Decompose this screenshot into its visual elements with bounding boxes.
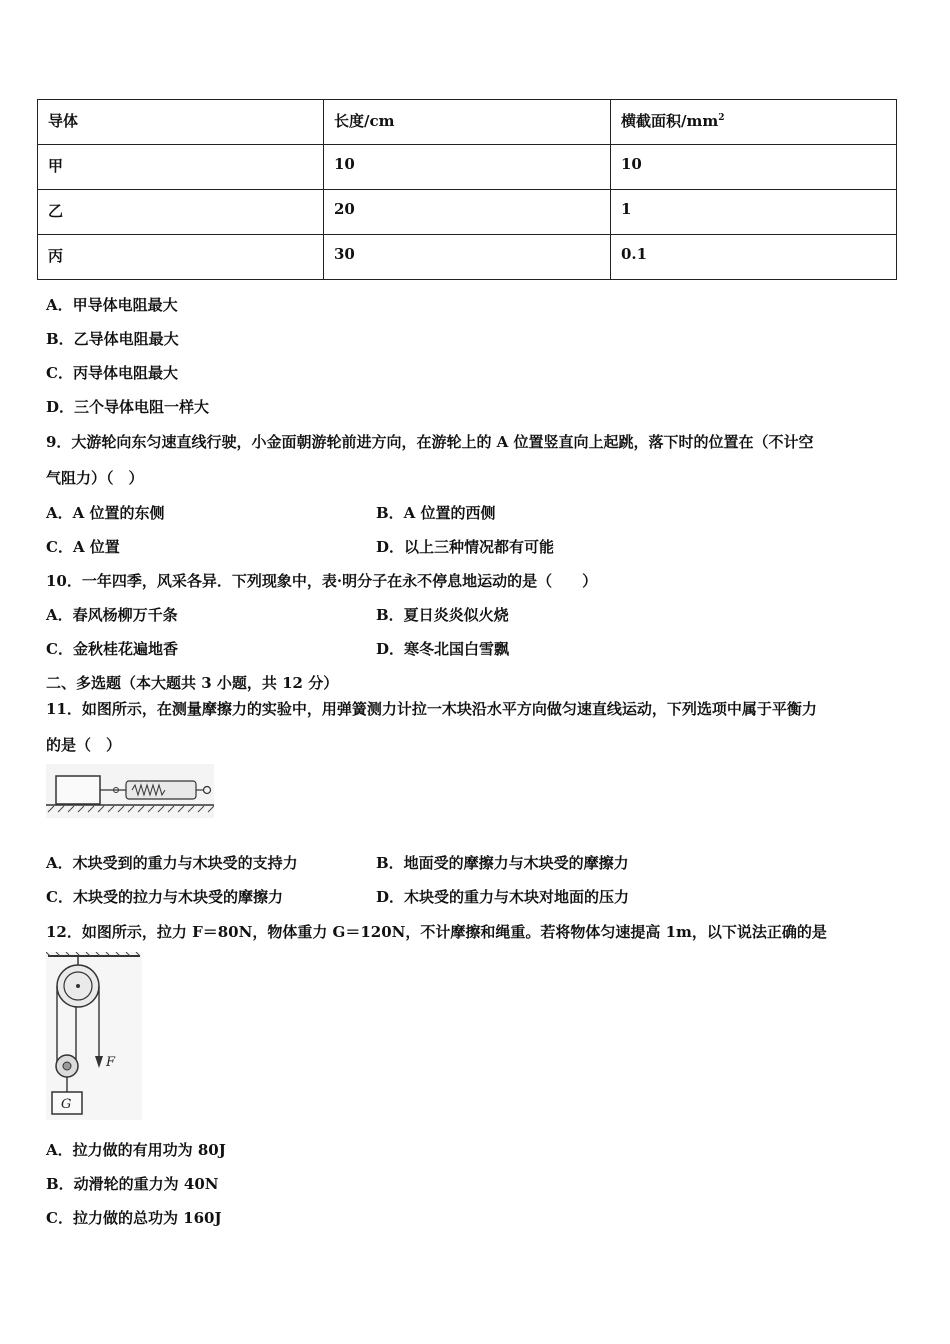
q11-option-a: A．木块受到的重力与木块受的支持力 xyxy=(46,854,298,872)
table-row xyxy=(38,235,897,280)
q8-option-b: B．乙导体电阻最大 xyxy=(46,330,179,348)
q11-stem-continued: 的是（ ） xyxy=(46,736,122,754)
q9-option-a: A．A 位置的东侧 xyxy=(46,504,165,522)
q10-option-b: B．夏日炎炎似火烧 xyxy=(376,606,509,624)
header-cell xyxy=(611,100,897,145)
table-cell: 10 xyxy=(324,145,611,190)
q8-option-a: A．甲导体电阻最大 xyxy=(46,296,178,314)
pulley-figure xyxy=(46,952,142,1120)
q9-option-d: D．以上三种情况都有可能 xyxy=(376,538,555,556)
q12-stem: 12．如图所示，拉力 F＝80N，物体重力 G＝120N，不计摩擦和绳重。若将物体匀速提高 1m，以下说法正确的是 xyxy=(46,923,827,941)
q12-option-b: B．动滑轮的重力为 40N xyxy=(46,1175,219,1193)
q8-option-d: D．三个导体电阻一样大 xyxy=(46,398,210,416)
q9-option-c: C．A 位置 xyxy=(46,538,120,556)
table-cell: 30 xyxy=(324,235,611,280)
q9-stem-continued: 气阻力）（ ） xyxy=(46,469,144,487)
weight-label: G xyxy=(61,1097,72,1112)
table-cell: 0.1 xyxy=(611,235,897,280)
table-cell: 20 xyxy=(324,190,611,235)
header-cell-text: 横截面积/mm xyxy=(621,112,719,130)
q8-option-c: C．丙导体电阻最大 xyxy=(46,364,178,382)
q10-option-c: C．金秋桂花遍地香 xyxy=(46,640,178,658)
table-header-row xyxy=(38,100,897,145)
q9-stem: 9．大游轮向东匀速直线行驶，小金面朝游轮前进方向，在游轮上的 A 位置竖直向上起跳，落下时的位置在（不计空 xyxy=(46,433,814,451)
spring-scale-figure xyxy=(46,764,214,818)
header-cell: 导体 xyxy=(38,100,324,145)
q12-option-c: C．拉力做的总功为 160J xyxy=(46,1209,222,1227)
q9-option-b: B．A 位置的西侧 xyxy=(376,504,496,522)
q11-option-b: B．地面受的摩擦力与木块受的摩擦力 xyxy=(376,854,629,872)
wood-block xyxy=(56,776,100,804)
header-cell: 长度/cm xyxy=(324,100,611,145)
table-cell: 甲 xyxy=(38,145,324,190)
table-cell: 1 xyxy=(611,190,897,235)
table-row xyxy=(38,145,897,190)
table-cell: 10 xyxy=(611,145,897,190)
unit-superscript: 2 xyxy=(718,113,725,123)
q10-stem: 10．一年四季，风采各异．下列现象中，表·明分子在永不停息地运动的是（ ） xyxy=(46,572,598,590)
q11-stem: 11．如图所示，在测量摩擦力的实验中，用弹簧测力计拉一木块沿水平方向做匀速直线运动，下列选项中属于平衡力 xyxy=(46,700,817,718)
section-title: 二、多选题（本大题共 3 小题，共 12 分） xyxy=(46,674,339,692)
table-cell: 丙 xyxy=(38,235,324,280)
q12-option-a: A．拉力做的有用功为 80J xyxy=(46,1141,226,1159)
q10-option-a: A．春风杨柳万千条 xyxy=(46,606,178,624)
table-row xyxy=(38,190,897,235)
conductor-table xyxy=(37,99,897,280)
table-cell: 乙 xyxy=(38,190,324,235)
q11-option-d: D．木块受的重力与木块对地面的压力 xyxy=(376,888,630,906)
force-label: F xyxy=(106,1055,116,1070)
q11-option-c: C．木块受的拉力与木块受的摩擦力 xyxy=(46,888,283,906)
q10-option-d: D．寒冬北国白雪飘 xyxy=(376,640,510,658)
